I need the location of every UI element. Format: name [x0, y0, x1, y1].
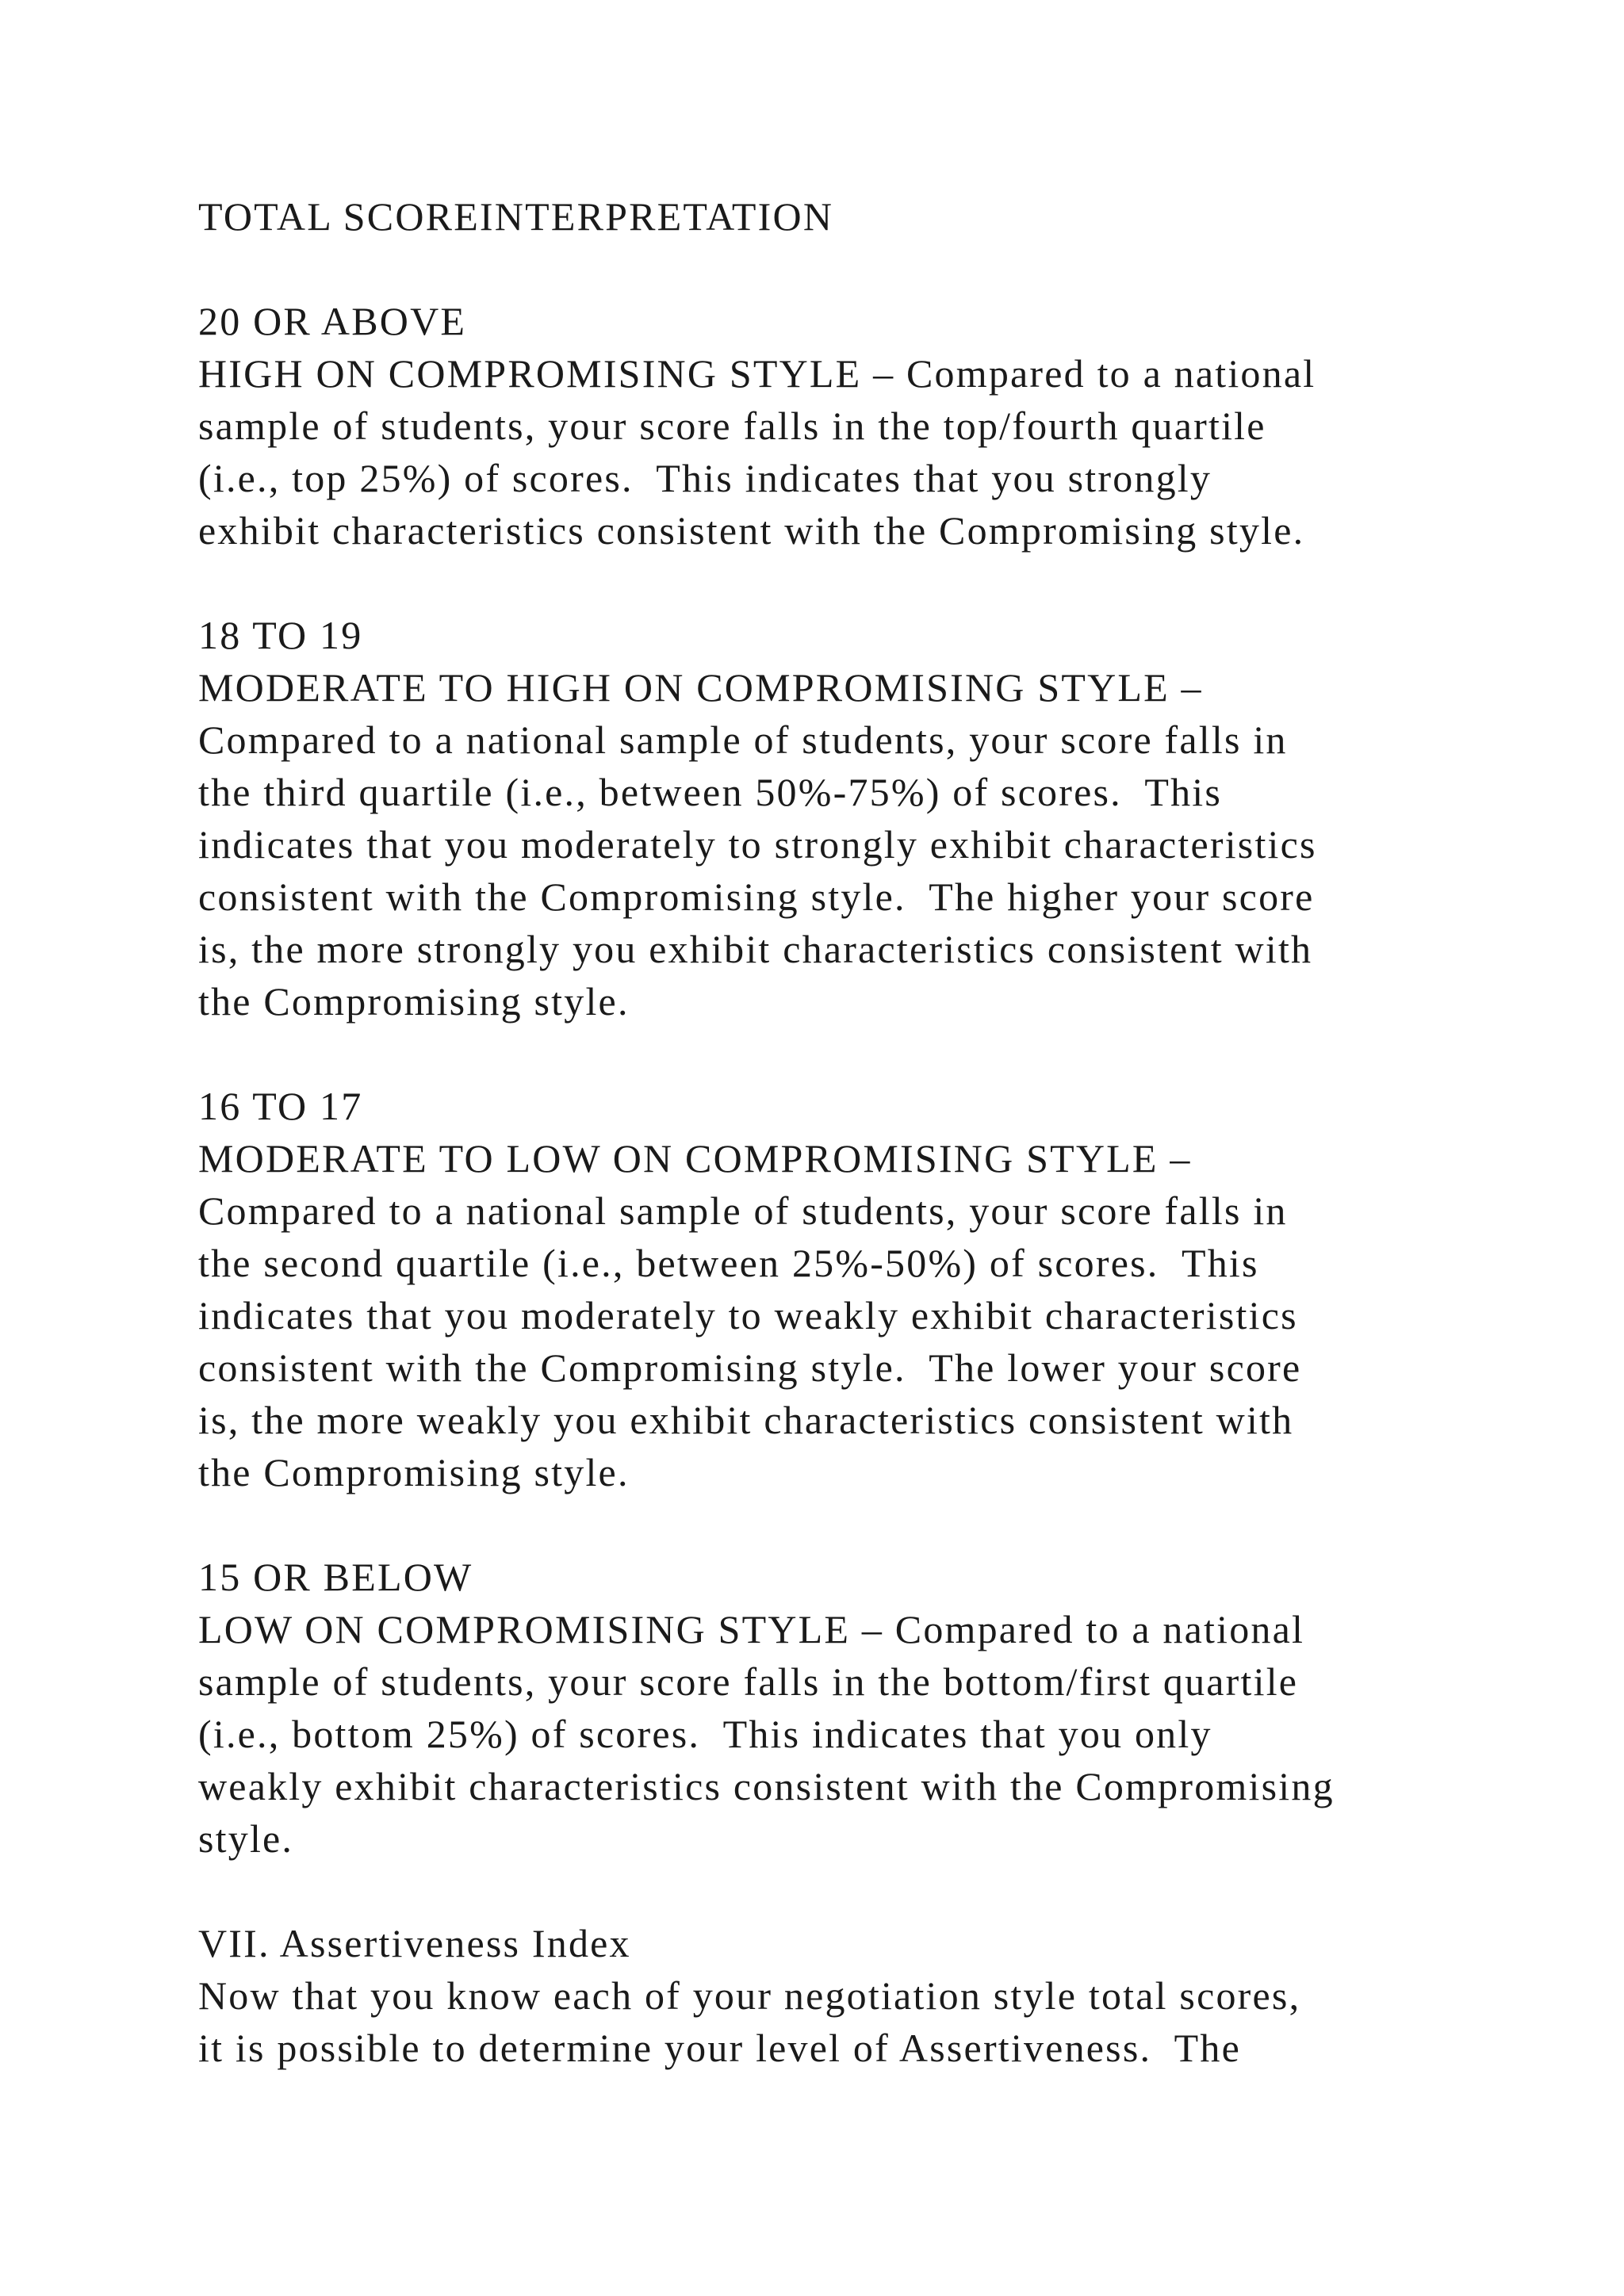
- score-section-18-to-19: [198, 609, 1562, 1027]
- score-section-16-to-17: [198, 1080, 1562, 1498]
- interpretation-line: (i.e., bottom 25%) of scores. This indicates that you only: [198, 1712, 1212, 1756]
- score-range: 16 TO 17: [198, 1084, 363, 1128]
- interpretation-line: is, the more weakly you exhibit characteristics consistent with: [198, 1398, 1294, 1442]
- score-section-20-above: [198, 295, 1562, 557]
- spacer: [198, 557, 1562, 609]
- interpretation-line: HIGH ON COMPROMISING STYLE – Compared to a national: [198, 351, 1316, 396]
- interpretation-line: weakly exhibit characteristics consistent with the Compromising: [198, 1764, 1335, 1808]
- interpretation-line: sample of students, your score falls in the top/fourth quartile: [198, 404, 1266, 448]
- interpretation-line: indicates that you moderately to weakly exhibit characteristics: [198, 1293, 1298, 1337]
- spacer: [198, 1498, 1562, 1551]
- paragraph-line: it is possible to determine your level of Assertiveness. The: [198, 2026, 1242, 2070]
- interpretation-line: consistent with the Compromising style. The higher your score: [198, 874, 1315, 919]
- interpretation-line: LOW ON COMPROMISING STYLE – Compared to a national: [198, 1607, 1305, 1651]
- table-header: TOTAL SCOREINTERPRETATION: [198, 194, 834, 239]
- score-range: 20 OR ABOVE: [198, 299, 467, 343]
- interpretation-line: MODERATE TO HIGH ON COMPROMISING STYLE –: [198, 665, 1203, 710]
- interpretation-line: Compared to a national sample of students, your score falls in: [198, 718, 1288, 762]
- score-range: 15 OR BELOW: [198, 1555, 473, 1599]
- spacer: [198, 243, 1562, 295]
- interpretation-line: Compared to a national sample of students, your score falls in: [198, 1188, 1288, 1233]
- spacer: [198, 1027, 1562, 1080]
- interpretation-line: MODERATE TO LOW ON COMPROMISING STYLE –: [198, 1136, 1192, 1181]
- interpretation-line: sample of students, your score falls in the bottom/first quartile: [198, 1659, 1299, 1704]
- paragraph-line: Now that you know each of your negotiation style total scores,: [198, 1973, 1301, 2018]
- interpretation-line: style.: [198, 1816, 294, 1861]
- interpretation-line: consistent with the Compromising style. The lower your score: [198, 1345, 1302, 1390]
- section-heading: VII. Assertiveness Index: [198, 1921, 631, 1965]
- interpretation-line: exhibit characteristics consistent with the Compromising style.: [198, 508, 1305, 553]
- document-page: [198, 190, 1562, 2074]
- interpretation-line: the third quartile (i.e., between 50%-75%) of scores. This: [198, 770, 1223, 814]
- interpretation-line: (i.e., top 25%) of scores. This indicates that you strongly: [198, 456, 1212, 500]
- spacer: [198, 1865, 1562, 1917]
- score-range: 18 TO 19: [198, 613, 363, 657]
- interpretation-line: indicates that you moderately to strongly exhibit characteristics: [198, 822, 1317, 867]
- interpretation-line: the Compromising style.: [198, 1450, 630, 1494]
- interpretation-line: the second quartile (i.e., between 25%-50%) of scores. This: [198, 1241, 1259, 1285]
- interpretation-line: is, the more strongly you exhibit characteristics consistent with: [198, 927, 1313, 971]
- interpretation-line: the Compromising style.: [198, 979, 630, 1024]
- score-section-15-below: [198, 1551, 1562, 1865]
- assertiveness-index-section: [198, 1917, 1562, 2074]
